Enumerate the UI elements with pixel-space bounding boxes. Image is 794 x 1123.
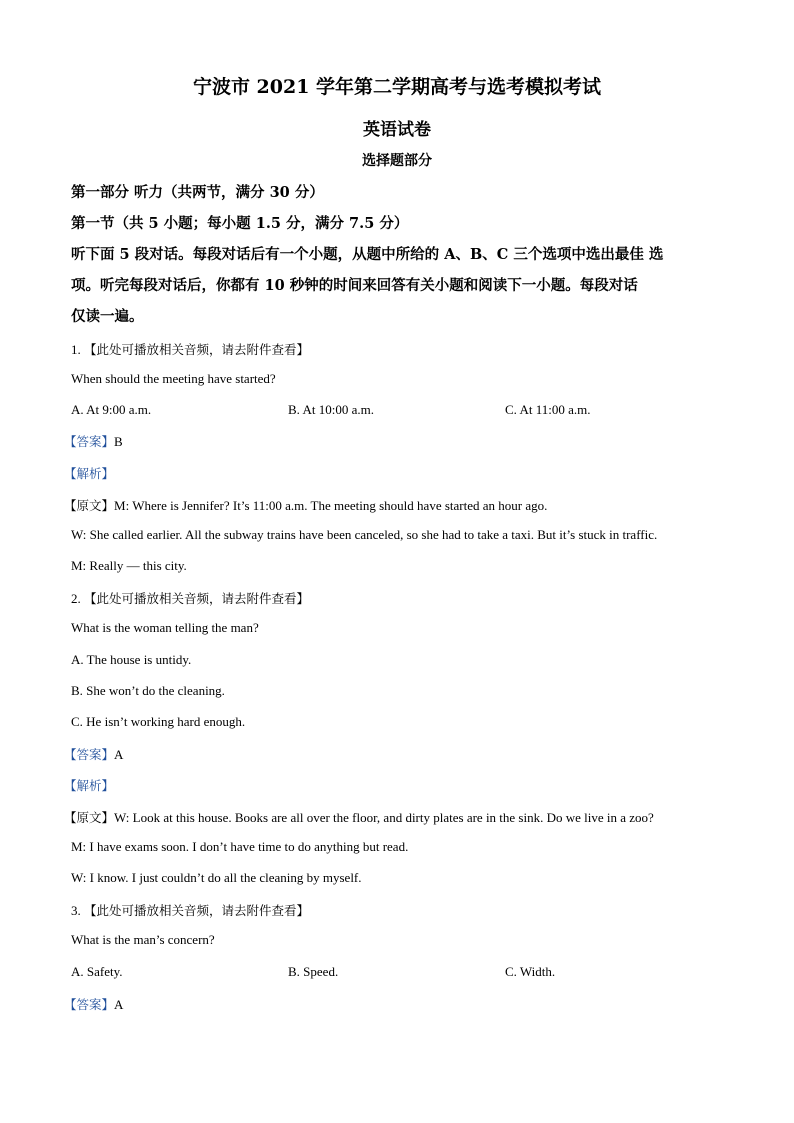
question-3-option-c: C. Width.	[505, 964, 556, 979]
question-1-transcript-1	[64, 496, 547, 514]
audio-note: 【此处可播放相关音频，请去附件查看】	[84, 342, 310, 357]
transcript-text: W: Look at this house. Books are all over the floor, and dirty plates are in the sink. Do we live in a zoo?	[114, 810, 654, 825]
question-2-transcript-2: M: I have exams soon. I don’t have time to do anything but read.	[71, 839, 409, 854]
question-1-answer	[64, 432, 123, 450]
answer-label: 【答案】	[64, 997, 115, 1012]
original-label: 【原文】	[64, 498, 115, 513]
question-number: 2.	[71, 591, 81, 606]
original-label: 【原文】	[64, 810, 115, 825]
question-number: 1.	[71, 342, 81, 357]
question-2-transcript-3: W: I know. I just couldn’t do all the cleaning by myself.	[71, 870, 362, 885]
instructions-line-3: 仅读一遍。	[71, 308, 144, 325]
question-1-transcript-3: M: Really — this city.	[71, 558, 187, 573]
answer-label: 【答案】	[64, 747, 115, 762]
answer-label: 【答案】	[64, 434, 115, 449]
question-2-text: What is the woman telling the man?	[71, 620, 259, 635]
answer-value: B	[114, 434, 123, 449]
part-heading: 第一部分 听力（共两节，满分 30 分）	[71, 184, 324, 201]
question-1-audio	[71, 340, 309, 358]
page-title: 宁波市 2021 学年第二学期高考与选考模拟考试	[192, 76, 602, 98]
answer-value: A	[114, 997, 124, 1012]
question-1-option-a: A. At 9:00 a.m.	[71, 402, 152, 417]
question-3-answer	[64, 995, 123, 1013]
question-2-option-c: C. He isn’t working hard enough.	[71, 714, 246, 729]
question-3-option-a: A. Safety.	[71, 964, 123, 979]
section-heading: 选择题部分	[362, 153, 432, 169]
question-3-text: What is the man’s concern?	[71, 932, 215, 947]
question-1-transcript-2: W: She called earlier. All the subway trains have been canceled, so she had to take a taxi. But it’s stuck in traffic.	[71, 527, 658, 542]
transcript-text: M: Where is Jennifer? It’s 11:00 a.m. The meeting should have started an hour ago.	[114, 498, 548, 513]
instructions-line-1: 听下面 5 段对话。每段对话后有一个小题，从题中所给的 A、B、C 三个选项中选出最佳 选	[71, 246, 664, 263]
question-2-option-b: B. She won’t do the cleaning.	[71, 683, 225, 698]
question-1-option-b: B. At 10:00 a.m.	[288, 402, 374, 417]
question-2-answer	[64, 745, 123, 763]
question-2-analysis	[64, 776, 114, 794]
question-number: 3.	[71, 903, 81, 918]
analysis-label: 【解析】	[64, 778, 115, 793]
question-1-text: When should the meeting have started?	[71, 371, 276, 386]
question-1-analysis	[64, 464, 114, 482]
answer-value: A	[114, 747, 124, 762]
audio-note: 【此处可播放相关音频，请去附件查看】	[84, 591, 310, 606]
section-info: 第一节（共 5 小题；每小题 1.5 分，满分 7.5 分）	[71, 215, 409, 232]
question-3-option-b: B. Speed.	[288, 964, 339, 979]
audio-note: 【此处可播放相关音频，请去附件查看】	[84, 903, 310, 918]
analysis-label: 【解析】	[64, 466, 115, 481]
instructions-line-2: 项。听完每段对话后，你都有 10 秒钟的时间来回答有关小题和阅读下一小题。每段对话	[71, 277, 638, 294]
question-1-option-c: C. At 11:00 a.m.	[505, 402, 591, 417]
question-2-transcript-1	[64, 808, 654, 826]
question-2-option-a: A. The house is untidy.	[71, 652, 192, 667]
question-3-audio	[71, 901, 309, 919]
question-2-audio	[71, 589, 309, 607]
page-subtitle: 英语试卷	[363, 120, 431, 140]
